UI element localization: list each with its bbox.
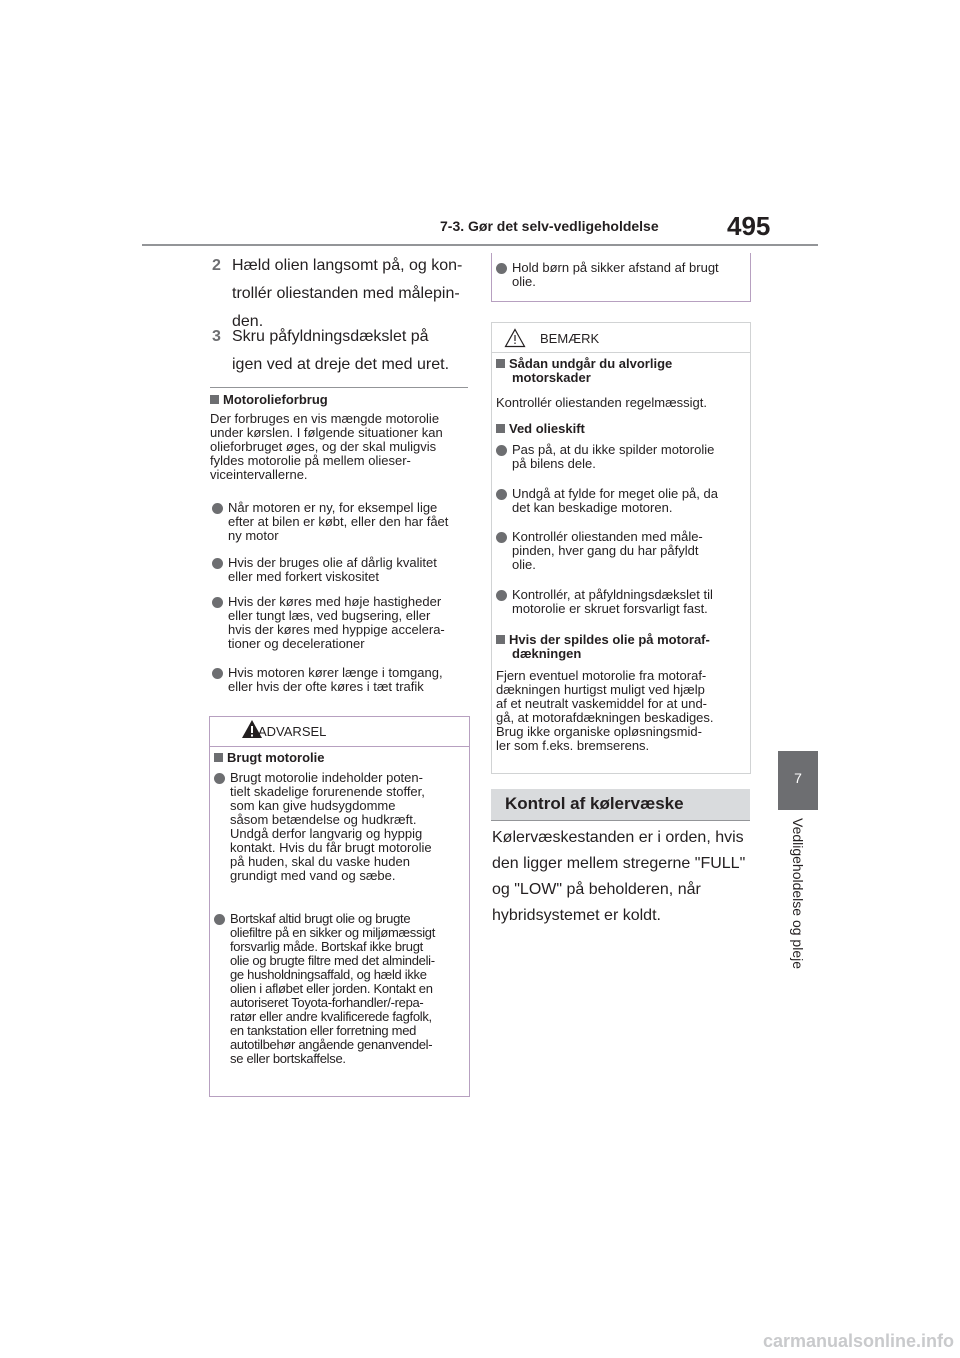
text-line: olien i afløbet eller jorden. Kontakt en xyxy=(230,981,433,996)
text-line: ny motor xyxy=(228,528,279,543)
text-line: olie. xyxy=(512,274,536,289)
step-line: Skru påfyldningsdækslet på xyxy=(232,328,429,345)
list-item xyxy=(496,261,746,291)
text-line: Pas på, at du ikke spilder motorolie xyxy=(512,442,715,457)
text-line: en tankstation eller forretning med xyxy=(230,1023,417,1038)
text-line: olieforbruget øges, og der skal muligvis xyxy=(210,439,437,454)
text-line: Kontrollér oliestanden regelmæssigt. xyxy=(496,395,707,410)
text-line: pinden, hver gang du har påfyldt xyxy=(512,543,699,558)
heading-text: Hvis der spildes olie på motoraf- xyxy=(509,632,710,647)
square-bullet-icon xyxy=(214,753,223,762)
text-line: Kontrollér oliestanden med måle- xyxy=(512,529,703,544)
dot-bullet-icon xyxy=(496,263,507,274)
text-line: Brug ikke organiske opløsningsmid- xyxy=(496,724,702,739)
dot-bullet-icon xyxy=(212,597,223,608)
text-line: det kan beskadige motoren. xyxy=(512,500,673,515)
oil-consumption-intro xyxy=(210,412,472,482)
text-line: fyldes motorolie på mellem olieser- xyxy=(210,453,411,468)
text-line: den ligger mellem stregerne "FULL" xyxy=(492,855,746,872)
square-bullet-icon xyxy=(496,635,505,644)
text-line: autoriseret Toyota-forhandler/-repa- xyxy=(230,995,424,1010)
text-line: autotilbehør angående genanvendel- xyxy=(230,1037,433,1052)
text-line: Fjern eventuel motorolie fra motoraf- xyxy=(496,668,707,683)
step-line: Hæld olien langsomt på, og kon- xyxy=(232,257,463,274)
list-item xyxy=(212,556,474,586)
text-line: tioner og decelerationer xyxy=(228,636,365,651)
notice-heading xyxy=(496,357,672,385)
text-line: oliefiltre på en sikker og miljømæssigt xyxy=(230,925,436,940)
section-heading: Kontrol af kølervæske xyxy=(505,794,684,813)
notice-triangle-icon xyxy=(504,328,526,348)
chapter-title-vertical xyxy=(784,818,812,988)
text-line: grundigt med vand og sæbe. xyxy=(230,868,396,883)
list-item xyxy=(212,501,474,545)
text-line: eller tungt læs, ved bugsering, eller xyxy=(228,608,431,623)
notice-text xyxy=(496,669,714,753)
list-item xyxy=(496,530,746,574)
notice-heading xyxy=(496,422,585,436)
dot-bullet-icon xyxy=(212,558,223,569)
heading-text: Sådan undgår du alvorlige xyxy=(509,356,673,371)
dot-bullet-icon xyxy=(496,532,507,543)
notice-box-header xyxy=(492,323,750,353)
dot-bullet-icon xyxy=(214,914,225,925)
step-line: den. xyxy=(232,313,264,330)
text-line: kontakt. Hvis du får brugt motorolie xyxy=(230,840,432,855)
text-line: hybridsystemet er koldt. xyxy=(492,907,661,924)
text-line: motorolie er skruet forsvarligt fast. xyxy=(512,601,708,616)
text-line: såsom betændelse og hudkræft. xyxy=(230,812,417,827)
text-line: viceintervallerne. xyxy=(210,467,308,482)
coolant-paragraph xyxy=(492,825,745,929)
dot-bullet-icon xyxy=(496,590,507,601)
list-item xyxy=(214,912,466,1087)
text-line: efter at bilen er købt, eller den har fået xyxy=(228,514,449,529)
text-line: ratør eller andre kvalificerede fagfolk, xyxy=(230,1009,432,1024)
text-line: tielt skadelige forurenende stoffer, xyxy=(230,784,425,799)
square-bullet-icon xyxy=(496,424,505,433)
chapter-number: 7 xyxy=(794,770,802,786)
text-line: under kørslen. I følgende situationer kan xyxy=(210,425,443,440)
dot-bullet-icon xyxy=(214,773,225,784)
heading-text: Brugt motorolie xyxy=(227,750,325,765)
warning-label: ADVARSEL xyxy=(258,724,327,739)
text-line: Bortskaf altid brugt olie og brugte xyxy=(230,911,411,926)
text-line: Når motoren er ny, for eksempel lige xyxy=(228,500,438,515)
chapter-title: Vedligeholdelse og pleje xyxy=(790,818,806,970)
warning-heading xyxy=(214,751,325,765)
text-line: Kølervæskestanden er i orden, hvis xyxy=(492,829,744,846)
section-title: 7-3. Gør det selv-vedligeholdelse xyxy=(440,218,659,234)
notice-label: BEMÆRK xyxy=(540,331,600,346)
step-number: 3 xyxy=(212,328,221,345)
list-item xyxy=(214,771,466,886)
text-line: ler som f.eks. bremserens. xyxy=(496,738,650,753)
heading-text: Ved olieskift xyxy=(509,421,585,436)
text-line: hvis der køres med hyppige accelera- xyxy=(228,622,445,637)
text-line: olie og brugte filtre med det almindeli- xyxy=(230,953,435,968)
list-item xyxy=(496,487,746,517)
dot-bullet-icon xyxy=(212,503,223,514)
square-bullet-icon xyxy=(210,395,219,404)
warning-box-header xyxy=(210,717,469,747)
text-line: Hold børn på sikker afstand af brugt xyxy=(512,260,719,275)
text-line: olie. xyxy=(512,557,536,572)
text-line: se eller bortskaffelse. xyxy=(230,1051,346,1066)
text-line: eller hvis der ofte køres i tæt trafik xyxy=(228,679,424,694)
dot-bullet-icon xyxy=(496,489,507,500)
step-line: igen ved at dreje det med uret. xyxy=(232,356,450,373)
text-line: gå, at motorafdækningen beskadiges. xyxy=(496,710,714,725)
page-number: 495 xyxy=(727,211,771,241)
text-line: Der forbruges en vis mængde motorolie xyxy=(210,411,440,426)
text-line: på bilens dele. xyxy=(512,456,596,471)
text-line: eller med forkert viskositet xyxy=(228,569,379,584)
heading-text: motorskader xyxy=(512,370,591,385)
section-divider xyxy=(210,387,468,388)
step-line: trollér oliestanden med målepin- xyxy=(232,285,460,302)
text-line: forsvarlig måde. Bortskaf ikke brugt xyxy=(230,939,423,954)
text-line: dækningen hurtigst muligt ved hjælp xyxy=(496,682,705,697)
text-line: Hvis der bruges olie af dårlig kvalitet xyxy=(228,555,437,570)
text-line: Brugt motorolie indeholder poten- xyxy=(230,770,423,785)
notice-box xyxy=(491,322,751,774)
header-rule xyxy=(142,244,818,246)
text-line: ge husholdningsaffald, og hæld ikke xyxy=(230,967,427,982)
square-bullet-icon xyxy=(496,359,505,368)
list-item xyxy=(212,666,474,696)
watermark: carmanualsonline.info xyxy=(762,1331,954,1351)
text-line: Hvis motoren kører længe i tomgang, xyxy=(228,665,443,680)
step-3 xyxy=(212,323,477,379)
coolant-section-title xyxy=(491,789,750,821)
list-item xyxy=(496,443,746,473)
oil-consumption-heading xyxy=(210,393,328,407)
text-line: Hvis der køres med høje hastigheder xyxy=(228,594,442,609)
warning-box-continued xyxy=(491,253,751,302)
warning-box xyxy=(209,716,470,1097)
text-line: Undgå derfor langvarig og hyppig xyxy=(230,826,423,841)
list-item xyxy=(496,588,746,618)
dot-bullet-icon xyxy=(212,668,223,679)
text-line: af et neutralt vaskemiddel for at und- xyxy=(496,696,708,711)
text-line: og "LOW" på beholderen, når xyxy=(492,881,701,898)
text-line: som kan give hudsygdomme xyxy=(230,798,396,813)
text-line: Undgå at fylde for meget olie på, da xyxy=(512,486,718,501)
text-line: Kontrollér, at påfyldningsdækslet til xyxy=(512,587,713,602)
notice-heading xyxy=(496,633,710,661)
heading-text: dækningen xyxy=(512,646,582,661)
text-line: på huden, skal du vaske huden xyxy=(230,854,410,869)
dot-bullet-icon xyxy=(496,445,507,456)
notice-text xyxy=(496,396,707,410)
heading-text: Motorolieforbrug xyxy=(223,392,328,407)
list-item xyxy=(212,595,474,653)
step-number: 2 xyxy=(212,257,221,274)
